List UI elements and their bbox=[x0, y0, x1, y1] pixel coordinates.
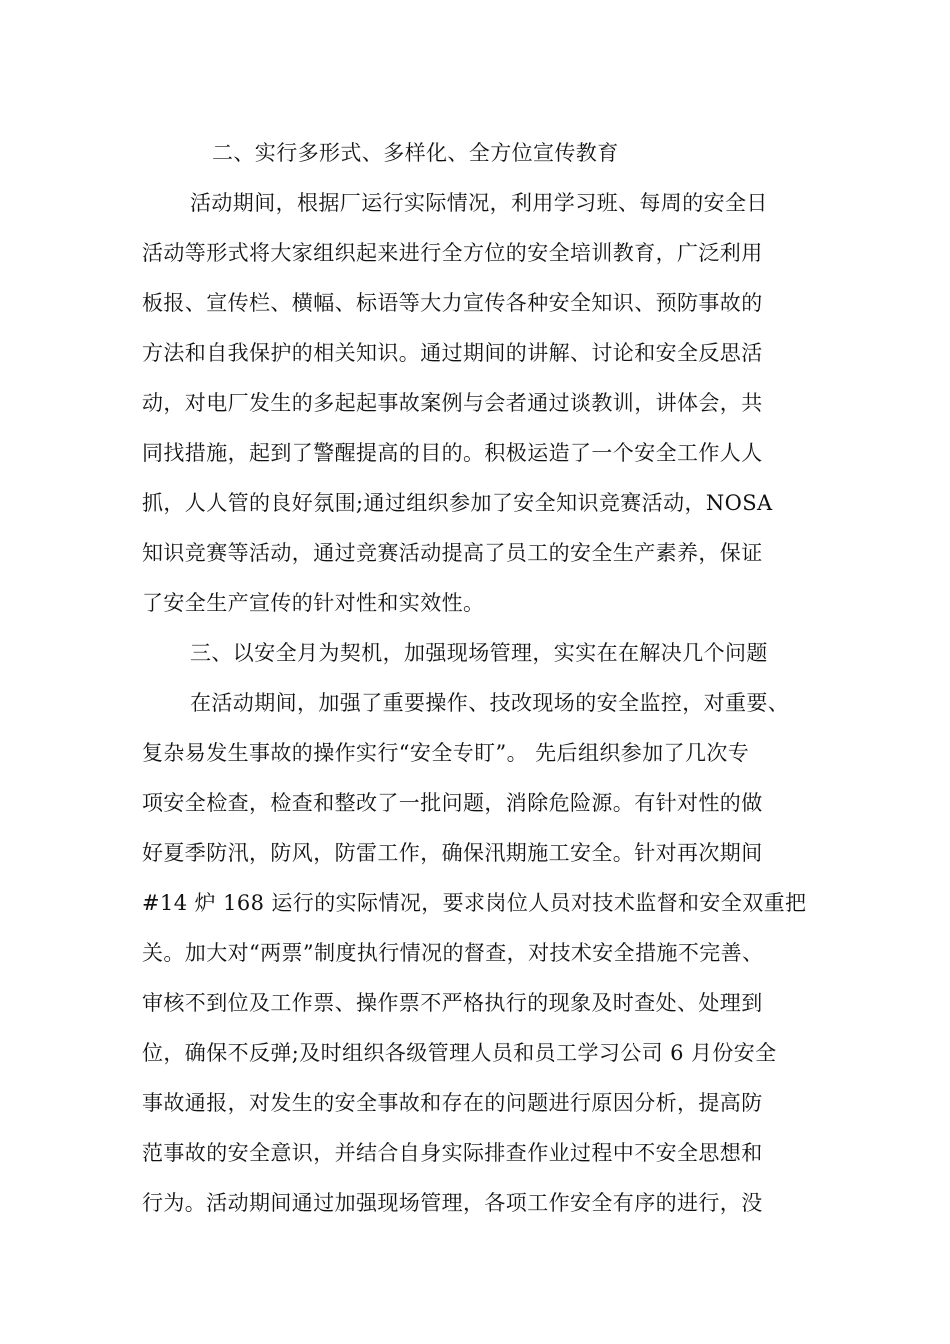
paragraph-line: 复杂易发生事故的操作实行“安全专盯”。 先后组织参加了几次专 bbox=[142, 741, 750, 765]
paragraph-line: 知识竞赛等活动，通过竞赛活动提高了员工的安全生产素养，保证 bbox=[142, 541, 763, 565]
paragraph-line: #14 炉 168 运行的实际情况，要求岗位人员对技术监督和安全双重把 bbox=[142, 891, 807, 915]
paragraph-line: 事故通报，对发生的安全事故和存在的问题进行原因分析，提高防 bbox=[142, 1091, 763, 1115]
paragraph-line: 在活动期间，加强了重要操作、技改现场的安全监控，对重要、 bbox=[190, 691, 790, 715]
paragraph-line: 范事故的安全意识，并结合自身实际排查作业过程中不安全思想和 bbox=[142, 1141, 763, 1165]
paragraph-line: 活动等形式将大家组织起来进行全方位的安全培训教育，广泛利用 bbox=[142, 241, 763, 265]
paragraph-line: 好夏季防汛，防风，防雷工作，确保汛期施工安全。针对再次期间 bbox=[142, 841, 763, 865]
paragraph-line: 方法和自我保护的相关知识。通过期间的讲解、讨论和安全反思活 bbox=[142, 341, 763, 365]
paragraph-line: 同找措施，起到了警醒提高的目的。积极运造了一个安全工作人人 bbox=[142, 441, 763, 465]
section-heading-3: 三、以安全月为契机，加强现场管理，实实在在解决几个问题 bbox=[190, 641, 768, 665]
paragraph-line: 项安全检查，检查和整改了一批问题，消除危险源。有针对性的做 bbox=[142, 791, 763, 815]
paragraph-line: 活动期间，根据厂运行实际情况，利用学习班、每周的安全日 bbox=[190, 191, 768, 215]
paragraph-line: 动，对电厂发生的多起起事故案例与会者通过谈教训，讲体会，共 bbox=[142, 391, 763, 415]
paragraph-line: 行为。活动期间通过加强现场管理，各项工作安全有序的进行，没 bbox=[142, 1191, 763, 1215]
paragraph-line: 关。加大对“两票”制度执行情况的督查，对技术安全措施不完善、 bbox=[142, 941, 764, 965]
paragraph-line: 审核不到位及工作票、操作票不严格执行的现象及时查处、处理到 bbox=[142, 991, 763, 1015]
section-heading-2: 二、实行多形式、多样化、全方位宣传教育 bbox=[212, 141, 619, 165]
paragraph-line: 了安全生产宣传的针对性和实效性。 bbox=[142, 591, 485, 615]
paragraph-line: 抓，人人管的良好氛围;通过组织参加了安全知识竞赛活动，NOSA bbox=[142, 491, 773, 515]
paragraph-line: 位，确保不反弹;及时组织各级管理人员和员工学习公司 6 月份安全 bbox=[142, 1041, 777, 1065]
paragraph-line: 板报、宣传栏、横幅、标语等大力宣传各种安全知识、预防事故的 bbox=[142, 291, 763, 315]
